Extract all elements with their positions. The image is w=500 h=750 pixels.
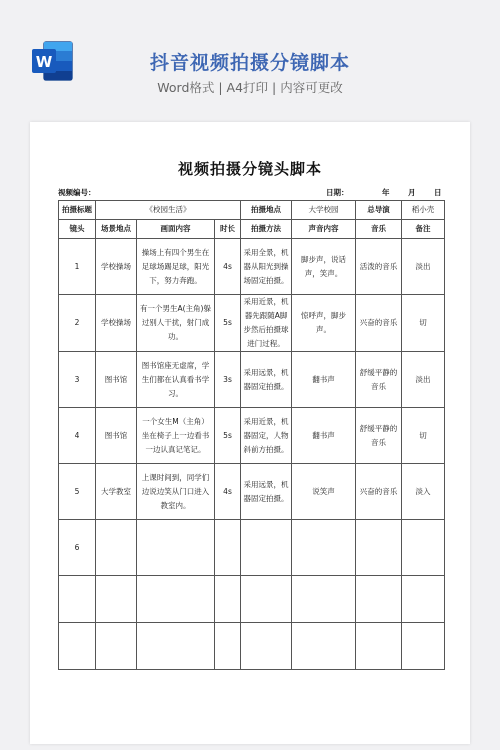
frame-content-cell: 图书馆座无虚席，学生们都在认真看书学习。 <box>137 352 215 408</box>
shot-number-cell: 3 <box>59 352 96 408</box>
table-row <box>59 576 445 623</box>
director-value: 稻小壳 <box>402 201 445 220</box>
shooting-method-cell: 采用近景，机器先跟随A脚步然后拍摄球进门过程。 <box>241 295 292 352</box>
document-preview <box>30 122 470 744</box>
duration-cell: 4s <box>215 464 241 520</box>
sound-content-cell: 脚步声，说话声，笑声。 <box>292 239 356 295</box>
duration-cell <box>215 520 241 576</box>
frame-content-cell <box>137 520 215 576</box>
scene-location-cell: 学校操场 <box>96 239 137 295</box>
table-row <box>59 464 445 520</box>
scene-location-cell: 图书馆 <box>96 408 137 464</box>
duration-cell: 3s <box>215 352 241 408</box>
music-cell: 兴奋的音乐 <box>356 464 402 520</box>
music-cell <box>356 576 402 623</box>
note-cell: 淡入 <box>402 464 445 520</box>
word-icon-letter: W <box>35 53 53 71</box>
column-header: 镜头 <box>59 220 96 239</box>
sound-content-cell <box>292 576 356 623</box>
shoot-location-value: 大学校园 <box>292 201 356 220</box>
scene-location-cell <box>96 623 137 670</box>
table-row <box>59 352 445 408</box>
note-cell: 切 <box>402 295 445 352</box>
shooting-method-cell <box>241 623 292 670</box>
month-label: 月 <box>408 188 416 197</box>
duration-cell: 4s <box>215 239 241 295</box>
music-cell <box>356 623 402 670</box>
music-cell: 活泼的音乐 <box>356 239 402 295</box>
shooting-method-cell <box>241 520 292 576</box>
shoot-title-value: 《校园生活》 <box>96 201 241 220</box>
director-label: 总导演 <box>356 201 402 220</box>
duration-cell <box>215 576 241 623</box>
scene-location-cell: 图书馆 <box>96 352 137 408</box>
scene-location-cell: 大学教室 <box>96 464 137 520</box>
sound-content-cell <box>292 623 356 670</box>
column-header: 场景地点 <box>96 220 137 239</box>
music-cell: 舒缓平静的音乐 <box>356 408 402 464</box>
shot-number-cell <box>59 576 96 623</box>
column-header: 备注 <box>402 220 445 239</box>
duration-cell: 5s <box>215 295 241 352</box>
page-title: 抖音视频拍摄分镜脚本 <box>149 52 350 74</box>
note-cell: 淡出 <box>402 352 445 408</box>
note-cell <box>402 623 445 670</box>
frame-content-cell: 上课时间到，同学们边说边笑从门口进入教室内。 <box>137 464 215 520</box>
column-header: 声音内容 <box>292 220 356 239</box>
table-row <box>59 408 445 464</box>
info-row <box>59 201 445 220</box>
sound-content-cell: 翻书声 <box>292 408 356 464</box>
sound-content-cell: 说笑声 <box>292 464 356 520</box>
table-row <box>59 623 445 670</box>
page-header <box>0 0 500 122</box>
music-cell: 兴奋的音乐 <box>356 295 402 352</box>
shooting-method-cell: 采用远景，机器固定拍摄。 <box>241 464 292 520</box>
day-label: 日 <box>434 188 442 197</box>
column-header: 画面内容 <box>137 220 215 239</box>
sound-content-cell: 翻书声 <box>292 352 356 408</box>
scene-location-cell: 学校操场 <box>96 295 137 352</box>
shot-number-cell <box>59 623 96 670</box>
shot-number-cell: 5 <box>59 464 96 520</box>
shooting-method-cell: 采用近景，机器固定，人物斜前方拍摄。 <box>241 408 292 464</box>
scene-location-cell <box>96 576 137 623</box>
table-row <box>59 239 445 295</box>
music-cell: 舒缓平静的音乐 <box>356 352 402 408</box>
duration-cell <box>215 623 241 670</box>
scene-location-cell <box>96 520 137 576</box>
document-title: 视频拍摄分镜头脚本 <box>177 160 322 178</box>
shoot-location-label: 拍摄地点 <box>241 201 292 220</box>
column-header: 时长 <box>215 220 241 239</box>
note-cell <box>402 576 445 623</box>
table-row <box>59 295 445 352</box>
music-cell <box>356 520 402 576</box>
note-cell: 切 <box>402 408 445 464</box>
column-header: 拍摄方法 <box>241 220 292 239</box>
shooting-method-cell <box>241 576 292 623</box>
page-subtitle: Word格式 | A4打印 | 内容可更改 <box>157 80 343 95</box>
sound-content-cell <box>292 520 356 576</box>
frame-content-cell <box>137 576 215 623</box>
video-number-label: 视频编号： <box>58 188 96 197</box>
date-label: 日期： <box>326 188 349 197</box>
frame-content-cell: 一个女生M（主角）坐在椅子上一边看书一边认真记笔记。 <box>137 408 215 464</box>
shooting-method-cell: 采用全景，机器从阳光到操场固定拍摄。 <box>241 239 292 295</box>
sound-content-cell: 惊呼声，脚步声。 <box>292 295 356 352</box>
table-row <box>59 520 445 576</box>
column-header-row <box>59 220 445 239</box>
shot-number-cell: 1 <box>59 239 96 295</box>
frame-content-cell: 有一个男生A(主角)躲过别人干扰，射门成功。 <box>137 295 215 352</box>
storyboard-table <box>58 200 445 670</box>
duration-cell: 5s <box>215 408 241 464</box>
column-header: 音乐 <box>356 220 402 239</box>
note-cell <box>402 520 445 576</box>
year-label: 年 <box>382 188 390 197</box>
document-meta-line <box>58 187 444 199</box>
frame-content-cell: 操场上有四个男生在足球场踢足球，阳光下，努力奔跑。 <box>137 239 215 295</box>
shot-number-cell: 4 <box>59 408 96 464</box>
frame-content-cell <box>137 623 215 670</box>
shot-number-cell: 6 <box>59 520 96 576</box>
shot-number-cell: 2 <box>59 295 96 352</box>
shooting-method-cell: 采用远景，机器固定拍摄。 <box>241 352 292 408</box>
note-cell: 淡出 <box>402 239 445 295</box>
shoot-title-label: 拍摄标题 <box>59 201 96 220</box>
